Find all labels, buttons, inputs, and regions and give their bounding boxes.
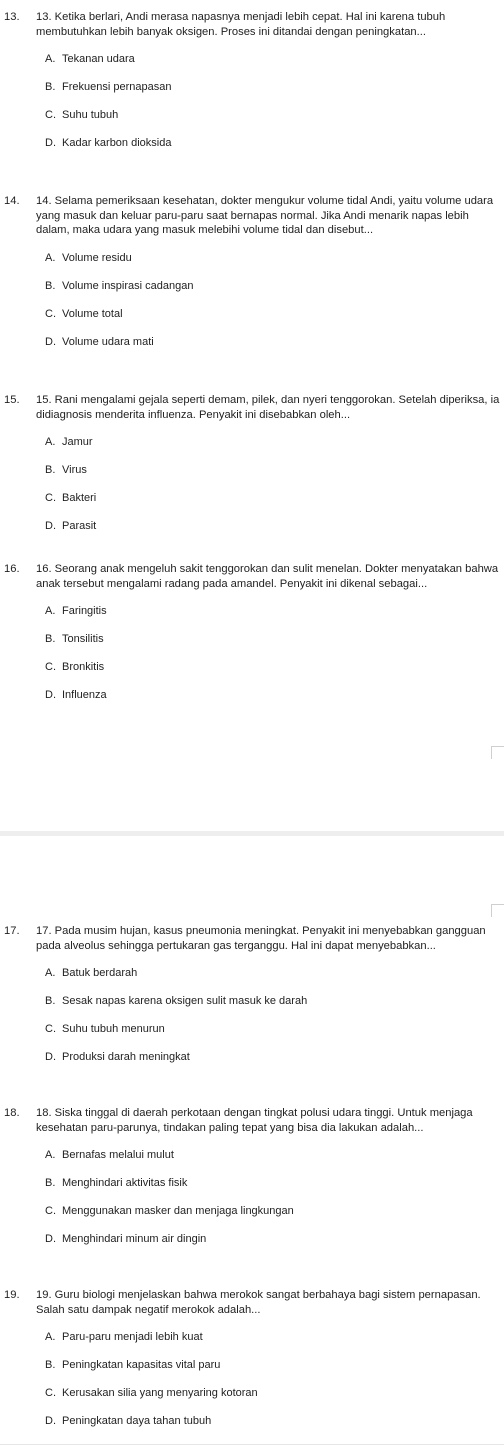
question-17 <box>4 924 500 1078</box>
option-label: Tonsilitis <box>62 633 104 646</box>
question-number: 19. <box>4 1289 20 1301</box>
option-letter: D. <box>45 335 56 348</box>
bottom-divider <box>0 1444 504 1445</box>
option-letter: A. <box>45 1149 56 1162</box>
question-text <box>4 1106 500 1135</box>
option-d[interactable] <box>4 1050 500 1078</box>
option-letter: C. <box>45 1387 56 1400</box>
options-list <box>4 251 500 363</box>
question-number: 18. <box>4 1107 20 1119</box>
option-c[interactable] <box>4 108 500 136</box>
option-b[interactable] <box>4 1176 500 1204</box>
option-label: Bakteri <box>62 492 97 505</box>
question-text <box>4 562 500 591</box>
option-a[interactable] <box>4 52 500 80</box>
option-c[interactable] <box>4 307 500 335</box>
option-letter: D. <box>45 1415 56 1428</box>
option-letter: C. <box>45 307 56 320</box>
page-divider <box>0 831 504 836</box>
option-letter: B. <box>45 81 56 94</box>
option-letter: D. <box>45 689 56 702</box>
question-stem: 16. Seorang anak mengeluh sakit tenggorokan dan sulit menelan. Dokter menyatakan bahwa anak tersebut mengalami radang pada amandel. Penyakit ini dikenal sebagai... <box>36 563 499 590</box>
option-a[interactable] <box>4 604 500 632</box>
option-label: Menggunakan masker dan menjaga lingkungan <box>62 1205 294 1218</box>
option-label: Kadar karbon dioksida <box>62 137 172 150</box>
option-label: Virus <box>62 464 87 477</box>
question-text <box>4 194 500 238</box>
option-label: Jamur <box>62 436 93 449</box>
option-letter: B. <box>45 279 56 292</box>
question-stem: 17. Pada musim hujan, kasus pneumonia meningkat. Penyakit ini menyebabkan gangguan pada alveolus sehingga pertukaran gas terganggu. Hal ini dapat menyebabkan... <box>36 925 486 952</box>
page-corner-mark <box>491 904 504 917</box>
option-label: Suhu tubuh menurun <box>62 1023 165 1036</box>
option-b[interactable] <box>4 994 500 1022</box>
page-corner-mark <box>491 746 504 759</box>
option-b[interactable] <box>4 1358 500 1386</box>
option-label: Volume residu <box>62 251 132 264</box>
option-label: Volume inspirasi cadangan <box>62 279 194 292</box>
option-d[interactable] <box>4 136 500 164</box>
option-d[interactable] <box>4 519 500 547</box>
question-number: 14. <box>4 195 20 207</box>
option-letter: D. <box>45 137 56 150</box>
options-list <box>4 966 500 1078</box>
option-letter: C. <box>45 492 56 505</box>
question-number: 13. <box>4 11 20 23</box>
question-number: 16. <box>4 563 20 575</box>
question-stem: 14. Selama pemeriksaan kesehatan, dokter mengukur volume tidal Andi, yaitu volume udara yang masuk dan keluar paru-paru saat bernapas normal. Jika Andi menarik napas lebih dalam, maka udara yang masuk melebihi volume tidal dan disebut... <box>36 195 494 237</box>
question-14 <box>4 194 500 363</box>
option-label: Paru-paru menjadi lebih kuat <box>62 1331 203 1344</box>
option-label: Menghindari aktivitas fisik <box>62 1177 188 1190</box>
question-stem: 19. Guru biologi menjelaskan bahwa merokok sangat berbahaya bagi sistem pernapasan. Salah satu dampak negatif merokok adalah... <box>36 1289 481 1316</box>
option-label: Peningkatan kapasitas vital paru <box>62 1359 221 1372</box>
option-d[interactable] <box>4 1232 500 1260</box>
question-text <box>4 1288 500 1317</box>
option-b[interactable] <box>4 279 500 307</box>
option-label: Menghindari minum air dingin <box>62 1233 207 1246</box>
option-a[interactable] <box>4 435 500 463</box>
option-label: Parasit <box>62 520 97 533</box>
question-stem: 15. Rani mengalami gejala seperti demam, pilek, dan nyeri tenggorokan. Setelah diperiksa, ia didiagnosis menderita influenza. Penyakit ini disebabkan oleh... <box>36 394 500 421</box>
option-label: Batuk berdarah <box>62 967 138 980</box>
option-letter: D. <box>45 1233 56 1246</box>
option-c[interactable] <box>4 1386 500 1414</box>
options-list <box>4 604 500 716</box>
question-text <box>4 924 500 953</box>
question-16 <box>4 562 500 716</box>
option-letter: A. <box>45 1331 56 1344</box>
option-a[interactable] <box>4 1330 500 1358</box>
option-label: Faringitis <box>62 605 107 618</box>
question-15 <box>4 393 500 547</box>
options-list <box>4 435 500 547</box>
option-b[interactable] <box>4 632 500 660</box>
option-label: Frekuensi pernapasan <box>62 81 172 94</box>
option-label: Kerusakan silia yang menyaring kotoran <box>62 1387 258 1400</box>
option-a[interactable] <box>4 1148 500 1176</box>
option-letter: C. <box>45 109 56 122</box>
option-letter: D. <box>45 1051 56 1064</box>
option-label: Peningkatan daya tahan tubuh <box>62 1415 212 1428</box>
option-letter: A. <box>45 967 56 980</box>
option-label: Volume udara mati <box>62 335 154 348</box>
option-label: Suhu tubuh <box>62 109 119 122</box>
question-13 <box>4 10 500 164</box>
option-label: Volume total <box>62 307 123 320</box>
options-list <box>4 1148 500 1260</box>
option-letter: B. <box>45 1177 56 1190</box>
option-label: Influenza <box>62 689 107 702</box>
option-b[interactable] <box>4 80 500 108</box>
option-b[interactable] <box>4 463 500 491</box>
question-number: 17. <box>4 925 20 937</box>
option-label: Tekanan udara <box>62 53 135 66</box>
question-stem: 18. Siska tinggal di daerah perkotaan dengan tingkat polusi udara tinggi. Untuk menjaga kesehatan paru-parunya, tindakan paling tepat yang bisa dia lakukan adalah... <box>36 1107 473 1134</box>
question-18 <box>4 1106 500 1260</box>
option-c[interactable] <box>4 1022 500 1050</box>
option-letter: C. <box>45 1023 56 1036</box>
option-a[interactable] <box>4 251 500 279</box>
option-a[interactable] <box>4 966 500 994</box>
option-label: Bronkitis <box>62 661 105 674</box>
option-letter: A. <box>45 436 56 449</box>
option-letter: B. <box>45 633 56 646</box>
option-letter: A. <box>45 605 56 618</box>
option-letter: A. <box>45 251 56 264</box>
option-letter: C. <box>45 1205 56 1218</box>
option-d[interactable] <box>4 688 500 716</box>
option-d[interactable] <box>4 1414 500 1442</box>
option-letter: B. <box>45 995 56 1008</box>
question-stem: 13. Ketika berlari, Andi merasa napasnya menjadi lebih cepat. Hal ini karena tubuh membutuhkan lebih banyak oksigen. Proses ini ditandai dengan peningkatan... <box>36 11 446 38</box>
option-c[interactable] <box>4 660 500 688</box>
options-list <box>4 52 500 164</box>
question-text <box>4 393 500 422</box>
option-letter: C. <box>45 661 56 674</box>
question-number: 15. <box>4 394 20 406</box>
option-label: Bernafas melalui mulut <box>62 1149 174 1162</box>
option-label: Produksi darah meningkat <box>62 1051 190 1064</box>
question-19 <box>4 1288 500 1442</box>
option-d[interactable] <box>4 335 500 363</box>
option-letter: B. <box>45 464 56 477</box>
option-c[interactable] <box>4 1204 500 1232</box>
question-text <box>4 10 500 39</box>
options-list <box>4 1330 500 1442</box>
option-letter: D. <box>45 520 56 533</box>
option-label: Sesak napas karena oksigen sulit masuk ke darah <box>62 995 308 1008</box>
option-letter: A. <box>45 53 56 66</box>
option-c[interactable] <box>4 491 500 519</box>
option-letter: B. <box>45 1359 56 1372</box>
